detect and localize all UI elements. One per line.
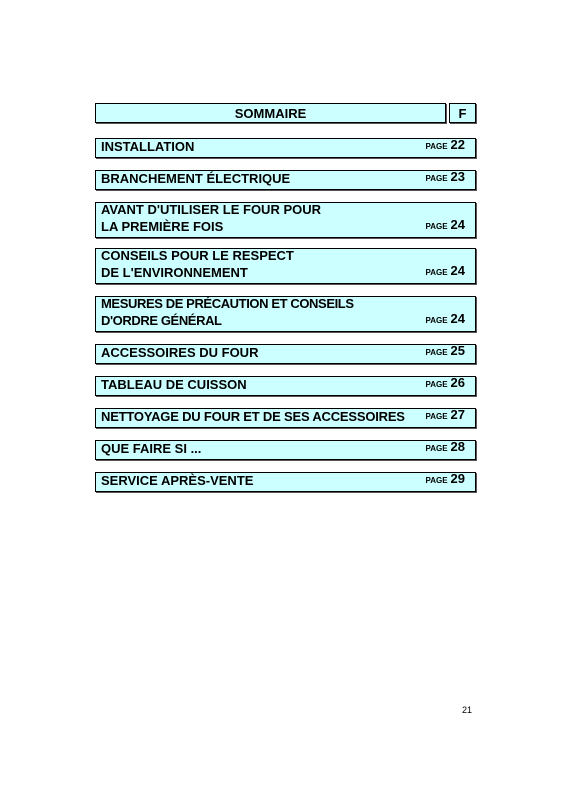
toc-entry-title: MESURES DE PRÉCAUTION ET CONSEILS D'ORDRE GÉNÉRAL <box>101 296 354 328</box>
toc-entry-title: INSTALLATION <box>101 139 195 154</box>
toc-entry-nettoyage[interactable] <box>95 408 476 428</box>
toc-entry-page <box>425 406 465 425</box>
toc-entry-accessoires[interactable] <box>95 344 476 364</box>
toc-entry-conseils-environnement[interactable] <box>95 248 476 284</box>
toc-heading: SOMMAIRE <box>95 103 446 123</box>
toc-entry-installation[interactable] <box>95 138 476 158</box>
page-label: PAGE <box>425 142 448 151</box>
page-number: 21 <box>462 705 473 715</box>
toc-entry-page <box>425 342 465 361</box>
language-badge: F <box>449 103 476 123</box>
page-label: PAGE <box>425 174 448 183</box>
toc-entry-title: QUE FAIRE SI ... <box>101 441 202 456</box>
toc-entry-title: SERVICE APRÈS-VENTE <box>101 473 254 488</box>
toc-entry-page <box>425 438 465 457</box>
page-label: PAGE <box>425 380 448 389</box>
toc-entry-title: CONSEILS POUR LE RESPECT DE L'ENVIRONNEMENT <box>101 248 294 280</box>
toc-entry-page <box>425 470 465 489</box>
toc-entry-tableau-cuisson[interactable] <box>95 376 476 396</box>
page-ref: 24 <box>450 217 465 232</box>
toc-entry-page <box>425 216 465 235</box>
toc-entry-page <box>425 374 465 393</box>
page-ref: 25 <box>450 343 465 358</box>
page-label: PAGE <box>425 476 448 485</box>
page-ref: 27 <box>450 407 465 422</box>
page-ref: 24 <box>450 263 465 278</box>
page-label: PAGE <box>425 316 448 325</box>
page-ref: 26 <box>450 375 465 390</box>
toc-entry-branchement[interactable] <box>95 170 476 190</box>
toc-entry-page <box>425 262 465 281</box>
page-label: PAGE <box>425 412 448 421</box>
page-ref: 28 <box>450 439 465 454</box>
page-ref: 29 <box>450 471 465 486</box>
toc-entry-title: BRANCHEMENT ÉLECTRIQUE <box>101 171 291 186</box>
toc-entry-mesures-precaution[interactable] <box>95 296 476 332</box>
page-label: PAGE <box>425 444 448 453</box>
toc-entry-title: ACCESSOIRES DU FOUR <box>101 345 259 360</box>
toc-entry-service-apres-vente[interactable] <box>95 472 476 492</box>
toc-entry-title: AVANT D'UTILISER LE FOUR POUR LA PREMIÈRE FOIS <box>101 202 321 234</box>
toc-entry-avant-utiliser[interactable] <box>95 202 476 238</box>
toc-entry-title: NETTOYAGE DU FOUR ET DE SES ACCESSOIRES <box>101 409 405 424</box>
page-label: PAGE <box>425 268 448 277</box>
page-label: PAGE <box>425 348 448 357</box>
toc-entry-page <box>425 168 465 187</box>
page-ref: 22 <box>450 137 465 152</box>
toc-entry-title: TABLEAU DE CUISSON <box>101 377 247 392</box>
page-label: PAGE <box>425 222 448 231</box>
toc-entry-page <box>425 310 465 329</box>
toc-entry-que-faire[interactable] <box>95 440 476 460</box>
page-ref: 23 <box>450 169 465 184</box>
page-ref: 24 <box>450 311 465 326</box>
toc-entry-page <box>425 136 465 155</box>
